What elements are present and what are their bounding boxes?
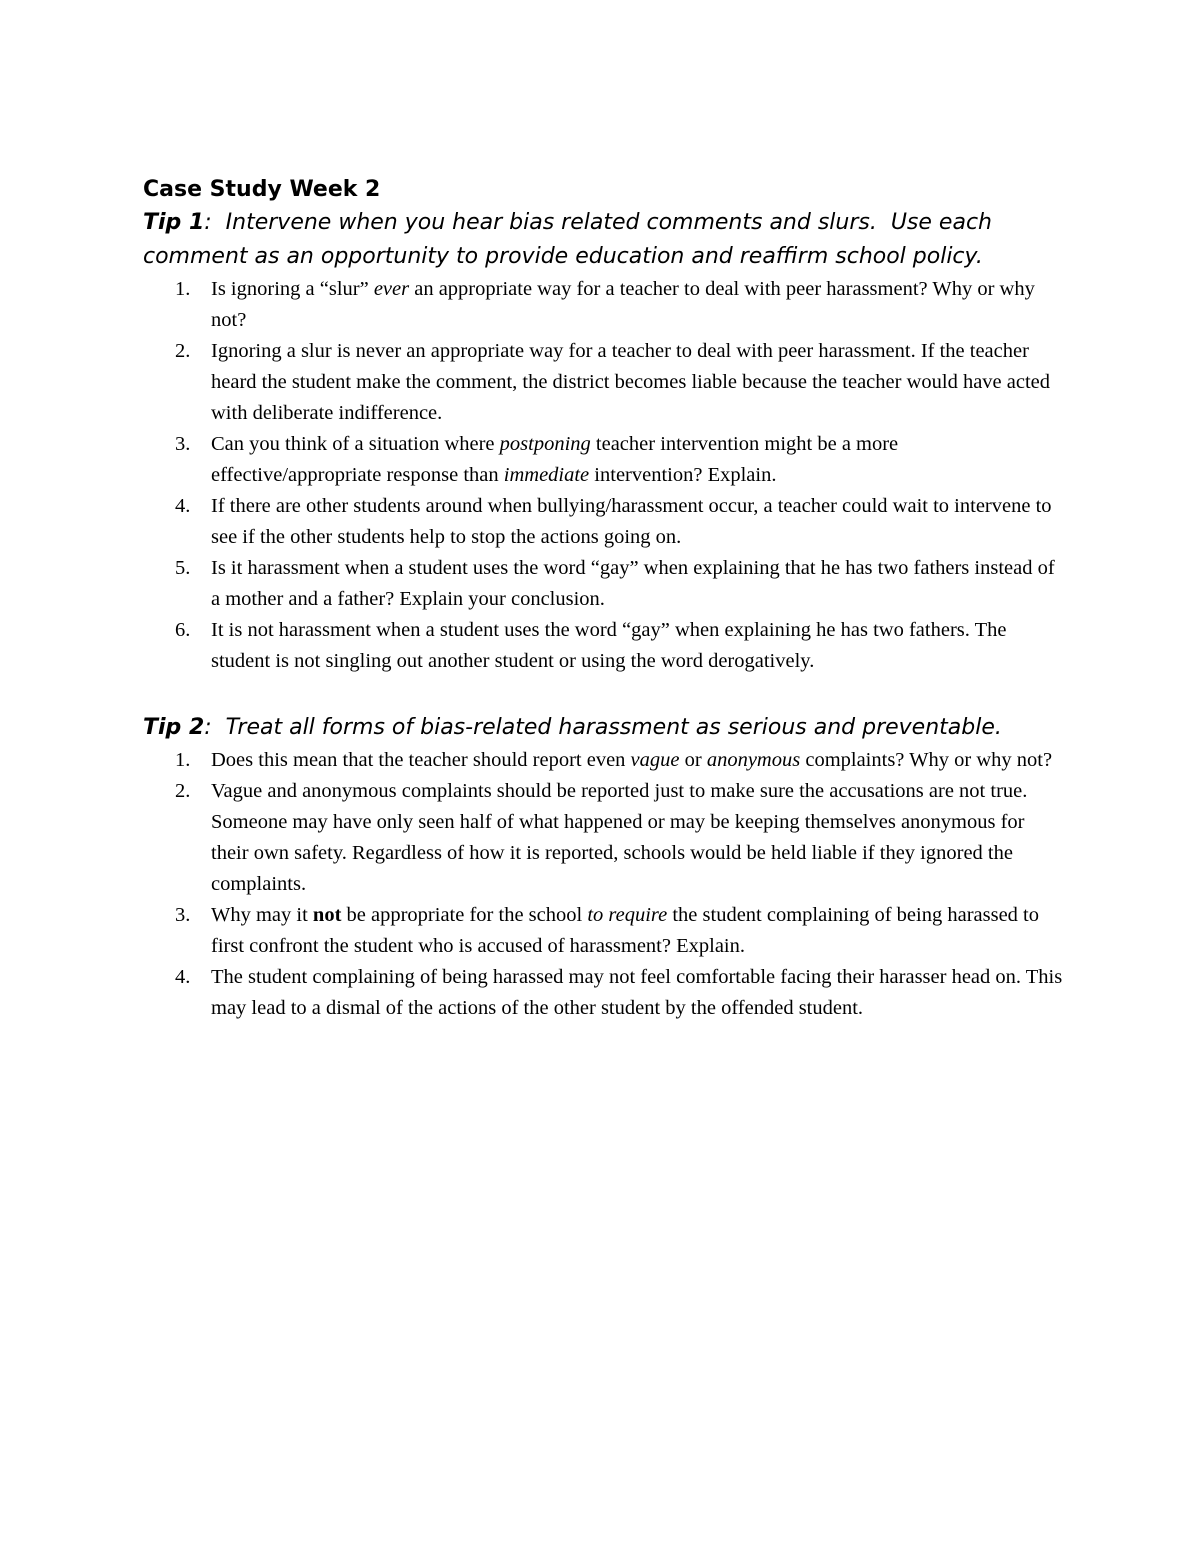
list-item-number: 2. xyxy=(175,340,191,362)
list-item-text-italic: immediate xyxy=(503,464,590,486)
tip-1-section xyxy=(143,206,1063,677)
tip-2-colon: : xyxy=(204,715,212,740)
list-item xyxy=(143,745,1063,776)
tip-1-colon: : xyxy=(204,210,212,235)
list-item-number: 6. xyxy=(175,619,191,641)
list-item-text: Vague and anonymous complaints should be reported just to make sure the accusations are not true. Someone may have only seen half of what happened or may be keeping themselves anonymous for their own safety. Regardless of how it is reported, schools would be held liable if they ignored the complaints. xyxy=(211,780,1028,895)
list-item-text: teacher intervention might be a more effective/appropriate response than xyxy=(211,433,899,486)
list-item-number: 1. xyxy=(175,749,191,771)
document-title: Case Study Week 2 xyxy=(143,177,381,202)
list-item-text: Does this mean that the teacher should report even xyxy=(211,749,631,771)
list-item xyxy=(143,962,1063,1024)
list-item-text-italic: anonymous xyxy=(706,749,801,771)
list-item-text: It is not harassment when a student uses the word “gay” when explaining he has two fathers. The student is not singling out another student or using the word derogatively. xyxy=(211,619,1007,672)
list-item xyxy=(143,900,1063,962)
list-item-text: be appropriate for the school xyxy=(341,904,588,926)
list-item-text: intervention? Explain. xyxy=(589,464,777,486)
tip-2-section xyxy=(143,711,1063,1024)
list-item-number: 5. xyxy=(175,557,191,579)
list-item xyxy=(143,274,1063,336)
list-item xyxy=(143,336,1063,429)
list-item-number: 3. xyxy=(175,433,191,455)
tip-1-label: Tip 1 xyxy=(143,210,205,235)
list-item xyxy=(143,776,1063,900)
list-item-text: Is ignoring a “slur” xyxy=(211,278,374,300)
tip-2-label: Tip 2 xyxy=(143,715,205,740)
tip-1-list xyxy=(143,274,1063,677)
tip-2-list xyxy=(143,745,1063,1024)
tip-2-heading xyxy=(143,711,1063,745)
list-item-text-italic: postponing xyxy=(499,433,591,455)
list-item-text: The student complaining of being harassed may not feel comfortable facing their harasser head on. This may lead to a dismal of the actions of the other student by the offended student. xyxy=(211,966,1063,1019)
document-body xyxy=(143,174,1063,1024)
list-item-text: complaints? Why or why not? xyxy=(800,749,1053,771)
list-item-number: 3. xyxy=(175,904,191,926)
list-item xyxy=(143,491,1063,553)
list-item xyxy=(143,429,1063,491)
list-item xyxy=(143,615,1063,677)
list-item-text: or xyxy=(679,749,707,771)
list-item-number: 4. xyxy=(175,495,191,517)
list-item-number: 2. xyxy=(175,780,191,802)
list-item-text: an appropriate way for a teacher to deal with peer harassment? Why or why not? xyxy=(211,278,1035,331)
list-item-text: Can you think of a situation where xyxy=(211,433,500,455)
tip-1-heading xyxy=(143,206,1063,274)
tip-2-heading-text: Treat all forms of bias-related harassment as serious and preventable. xyxy=(211,715,1002,740)
tip-1-heading-text: Intervene when you hear bias related comments and slurs. Use each comment as an opportunity to provide education and reaffirm school policy. xyxy=(143,210,999,269)
list-item-number: 4. xyxy=(175,966,191,988)
list-item-text: Why may it xyxy=(211,904,313,926)
list-item-number: 1. xyxy=(175,278,191,300)
list-item-text-bold: not xyxy=(312,904,342,926)
list-item xyxy=(143,553,1063,615)
list-item-text: Is it harassment when a student uses the word “gay” when explaining that he has two fathers instead of a mother and a father? Explain your conclusion. xyxy=(211,557,1055,610)
list-item-text-italic: vague xyxy=(630,749,680,771)
list-item-text-italic: ever xyxy=(373,278,410,300)
list-item-text: If there are other students around when bullying/harassment occur, a teacher could wait to intervene to see if the other students help to stop the actions going on. xyxy=(211,495,1052,548)
list-item-text-italic: to require xyxy=(587,904,668,926)
list-item-text: the student complaining of being harassed to first confront the student who is accused of harassment? Explain. xyxy=(211,904,1039,957)
list-item-text: Ignoring a slur is never an appropriate way for a teacher to deal with peer harassment. If the teacher heard the student make the comment, the district becomes liable because the teacher would have acted with deliberate indifference. xyxy=(211,340,1051,424)
